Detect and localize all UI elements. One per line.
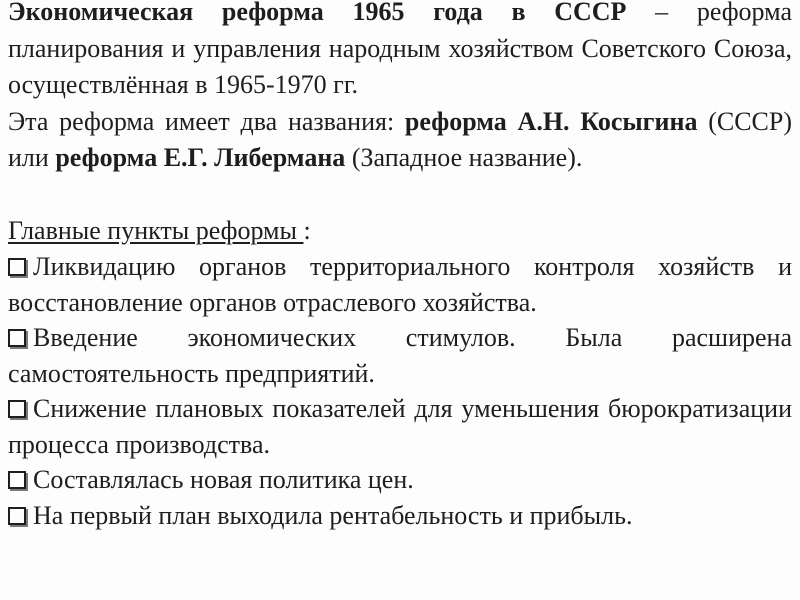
- checkbox-bullet-icon: [8, 471, 26, 489]
- names-text-2: (СССР) или: [8, 106, 792, 172]
- reform-definition: – реформа планирования и управления народным хозяйством Советского Союза, осуществлённая в 1965-1970 гг.: [8, 0, 792, 99]
- names-paragraph: [8, 104, 792, 177]
- points-heading-colon: :: [303, 215, 311, 245]
- names-text-1: Эта реформа имеет два названия:: [8, 106, 405, 136]
- checkbox-bullet-icon: [8, 507, 26, 525]
- checkbox-bullet-icon: [8, 329, 26, 347]
- kosygin-name: реформа А.Н. Косыгина: [404, 106, 698, 136]
- point-text: Ликвидацию органов территориального контроля хозяйств и восстановление органов отраслевого хозяйства.: [8, 252, 792, 317]
- list-item: [8, 462, 792, 498]
- point-text: Снижение плановых показателей для уменьшения бюрократизации процесса производства.: [8, 394, 792, 459]
- list-item: [8, 320, 792, 391]
- checkbox-bullet-icon: [8, 400, 26, 418]
- intro-paragraph: [8, 0, 792, 104]
- reform-title: Экономическая реформа 1965 года в СССР: [8, 0, 627, 26]
- names-text-3: (Западное название).: [345, 143, 583, 172]
- point-text: На первый план выходила рентабельность и прибыль.: [33, 500, 633, 530]
- list-item: [8, 391, 792, 462]
- points-heading-label: Главные пункты реформы: [8, 215, 304, 245]
- liberman-name: реформа Е.Г. Либермана: [55, 143, 346, 172]
- checkbox-bullet-icon: [8, 258, 26, 276]
- reform-points-list: [8, 249, 792, 533]
- blank-line: [8, 177, 792, 213]
- point-text: Составлялась новая политика цен.: [33, 465, 414, 494]
- list-item: [8, 498, 792, 534]
- point-text: Введение экономических стимулов. Была расширена самостоятельность предприятий.: [8, 323, 792, 388]
- points-heading: [8, 213, 792, 250]
- list-item: [8, 249, 792, 320]
